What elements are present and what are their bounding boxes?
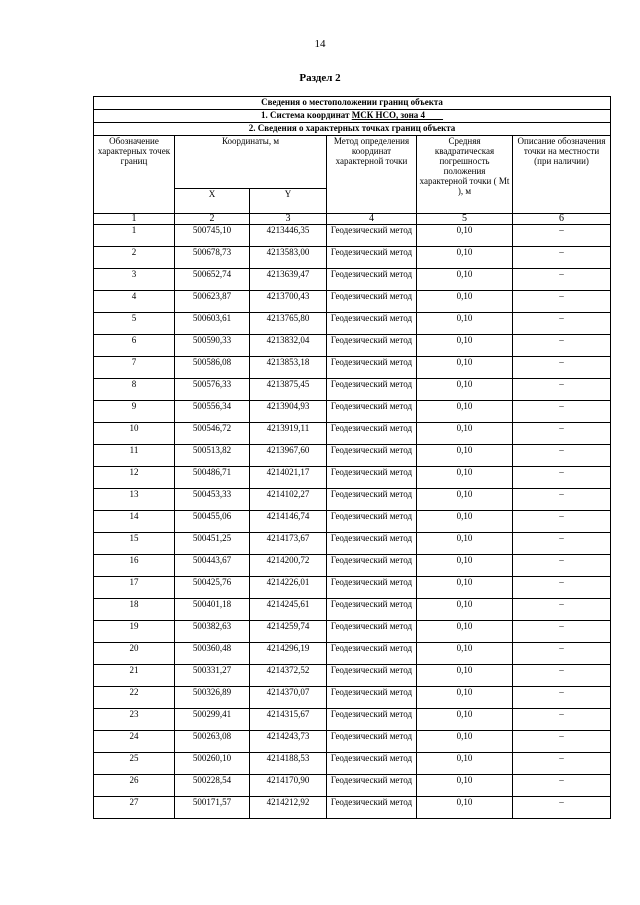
y-coordinate-cell: 4214146,74	[250, 511, 327, 533]
x-coordinate-cell: 500299,41	[175, 709, 250, 731]
error-cell: 0,10	[417, 599, 513, 621]
x-coordinate-cell: 500228,54	[175, 775, 250, 797]
x-coordinate-cell: 500360,48	[175, 643, 250, 665]
error-cell: 0,10	[417, 555, 513, 577]
point-number-cell: 25	[94, 753, 175, 775]
description-cell: –	[513, 775, 611, 797]
x-coordinate-cell: 500263,08	[175, 731, 250, 753]
y-coordinate-cell: 4214245,61	[250, 599, 327, 621]
table-row	[94, 379, 611, 401]
error-cell: 0,10	[417, 621, 513, 643]
x-coordinate-cell: 500586,08	[175, 357, 250, 379]
error-cell: 0,10	[417, 489, 513, 511]
table-row	[94, 643, 611, 665]
y-coordinate-cell: 4214226,01	[250, 577, 327, 599]
y-coordinate-cell: 4213875,45	[250, 379, 327, 401]
error-cell: 0,10	[417, 335, 513, 357]
point-number-cell: 11	[94, 445, 175, 467]
y-coordinate-cell: 4214173,67	[250, 533, 327, 555]
error-cell: 0,10	[417, 687, 513, 709]
point-number-cell: 16	[94, 555, 175, 577]
error-cell: 0,10	[417, 269, 513, 291]
y-coordinate-cell: 4213765,80	[250, 313, 327, 335]
table-row	[94, 335, 611, 357]
method-cell: Геодезический метод	[327, 687, 417, 709]
method-cell: Геодезический метод	[327, 511, 417, 533]
y-coordinate-cell: 4214243,73	[250, 731, 327, 753]
table-row	[94, 489, 611, 511]
x-coordinate-cell: 500652,74	[175, 269, 250, 291]
point-number-cell: 10	[94, 423, 175, 445]
y-coordinate-cell: 4213967,60	[250, 445, 327, 467]
coordinate-system-label: 1. Система координат	[261, 110, 352, 120]
column-number: 2	[175, 214, 250, 225]
column-number: 4	[327, 214, 417, 225]
table-row	[94, 357, 611, 379]
point-number-cell: 5	[94, 313, 175, 335]
table-row	[94, 533, 611, 555]
table-row	[94, 599, 611, 621]
y-coordinate-cell: 4213919,11	[250, 423, 327, 445]
description-cell: –	[513, 797, 611, 819]
table-row	[94, 467, 611, 489]
y-coordinate-cell: 4213904,93	[250, 401, 327, 423]
point-number-cell: 20	[94, 643, 175, 665]
error-cell: 0,10	[417, 533, 513, 555]
method-cell: Геодезический метод	[327, 775, 417, 797]
header-x: X	[175, 189, 250, 214]
table-row	[94, 269, 611, 291]
x-coordinate-cell: 500590,33	[175, 335, 250, 357]
point-number-cell: 14	[94, 511, 175, 533]
error-cell: 0,10	[417, 797, 513, 819]
method-cell: Геодезический метод	[327, 291, 417, 313]
x-coordinate-cell: 500401,18	[175, 599, 250, 621]
point-number-cell: 19	[94, 621, 175, 643]
table-row	[94, 423, 611, 445]
column-number: 3	[250, 214, 327, 225]
x-coordinate-cell: 500382,63	[175, 621, 250, 643]
description-cell: –	[513, 247, 611, 269]
method-cell: Геодезический метод	[327, 621, 417, 643]
point-number-cell: 3	[94, 269, 175, 291]
table-row	[94, 225, 611, 247]
description-cell: –	[513, 599, 611, 621]
description-cell: –	[513, 445, 611, 467]
table-row	[94, 687, 611, 709]
method-cell: Геодезический метод	[327, 599, 417, 621]
error-cell: 0,10	[417, 291, 513, 313]
boundary-points-table	[93, 96, 611, 819]
y-coordinate-cell: 4214372,52	[250, 665, 327, 687]
method-cell: Геодезический метод	[327, 357, 417, 379]
point-number-cell: 27	[94, 797, 175, 819]
description-cell: –	[513, 401, 611, 423]
method-cell: Геодезический метод	[327, 797, 417, 819]
x-coordinate-cell: 500623,87	[175, 291, 250, 313]
error-cell: 0,10	[417, 775, 513, 797]
error-cell: 0,10	[417, 247, 513, 269]
header-method: Метод определения координат характерной точки	[327, 136, 417, 214]
method-cell: Геодезический метод	[327, 401, 417, 423]
method-cell: Геодезический метод	[327, 709, 417, 731]
method-cell: Геодезический метод	[327, 379, 417, 401]
method-cell: Геодезический метод	[327, 643, 417, 665]
coordinate-system-row	[94, 110, 611, 123]
error-cell: 0,10	[417, 577, 513, 599]
point-number-cell: 18	[94, 599, 175, 621]
description-cell: –	[513, 467, 611, 489]
x-coordinate-cell: 500260,10	[175, 753, 250, 775]
x-coordinate-cell: 500513,82	[175, 445, 250, 467]
y-coordinate-cell: 4214188,53	[250, 753, 327, 775]
x-coordinate-cell: 500556,34	[175, 401, 250, 423]
description-cell: –	[513, 225, 611, 247]
table-row	[94, 665, 611, 687]
table-row	[94, 555, 611, 577]
method-cell: Геодезический метод	[327, 533, 417, 555]
header-y: Y	[250, 189, 327, 214]
x-coordinate-cell: 500443,67	[175, 555, 250, 577]
section-title: Раздел 2	[299, 72, 341, 84]
x-coordinate-cell: 500453,33	[175, 489, 250, 511]
description-cell: –	[513, 489, 611, 511]
point-number-cell: 23	[94, 709, 175, 731]
error-cell: 0,10	[417, 467, 513, 489]
description-cell: –	[513, 269, 611, 291]
table-row	[94, 753, 611, 775]
method-cell: Геодезический метод	[327, 423, 417, 445]
y-coordinate-cell: 4214170,90	[250, 775, 327, 797]
point-number-cell: 13	[94, 489, 175, 511]
method-cell: Геодезический метод	[327, 577, 417, 599]
method-cell: Геодезический метод	[327, 753, 417, 775]
header-point-label: Обозначение характерных точек границ	[94, 136, 175, 214]
point-number-cell: 8	[94, 379, 175, 401]
error-cell: 0,10	[417, 357, 513, 379]
description-cell: –	[513, 555, 611, 577]
point-number-cell: 12	[94, 467, 175, 489]
x-coordinate-cell: 500745,10	[175, 225, 250, 247]
error-cell: 0,10	[417, 423, 513, 445]
table-row	[94, 577, 611, 599]
x-coordinate-cell: 500425,76	[175, 577, 250, 599]
error-cell: 0,10	[417, 643, 513, 665]
y-coordinate-cell: 4213853,18	[250, 357, 327, 379]
y-coordinate-cell: 4213832,04	[250, 335, 327, 357]
table-row	[94, 313, 611, 335]
description-cell: –	[513, 709, 611, 731]
x-coordinate-cell: 500546,72	[175, 423, 250, 445]
description-cell: –	[513, 357, 611, 379]
table-row	[94, 401, 611, 423]
point-number-cell: 24	[94, 731, 175, 753]
column-number: 6	[513, 214, 611, 225]
description-cell: –	[513, 665, 611, 687]
method-cell: Геодезический метод	[327, 489, 417, 511]
coordinate-system-name: МСК НСО, зона 4	[351, 110, 426, 120]
point-number-cell: 22	[94, 687, 175, 709]
table-row	[94, 291, 611, 313]
header-error: Средняя квадратическая погрешность положения характерной точки ( Mt ), м	[417, 136, 513, 214]
description-cell: –	[513, 687, 611, 709]
y-coordinate-cell: 4214296,19	[250, 643, 327, 665]
point-number-cell: 6	[94, 335, 175, 357]
error-cell: 0,10	[417, 731, 513, 753]
point-number-cell: 2	[94, 247, 175, 269]
header-description: Описание обозначения точки на местности (при наличии)	[513, 136, 611, 214]
table-row	[94, 709, 611, 731]
method-cell: Геодезический метод	[327, 313, 417, 335]
method-cell: Геодезический метод	[327, 269, 417, 291]
y-coordinate-cell: 4214021,17	[250, 467, 327, 489]
x-coordinate-cell: 500326,89	[175, 687, 250, 709]
x-coordinate-cell: 500603,61	[175, 313, 250, 335]
description-cell: –	[513, 511, 611, 533]
point-number-cell: 9	[94, 401, 175, 423]
error-cell: 0,10	[417, 753, 513, 775]
x-coordinate-cell: 500678,73	[175, 247, 250, 269]
table-row	[94, 797, 611, 819]
points-heading: 2. Сведения о характерных точках границ объекта	[94, 123, 611, 136]
y-coordinate-cell: 4214259,74	[250, 621, 327, 643]
method-cell: Геодезический метод	[327, 731, 417, 753]
error-cell: 0,10	[417, 379, 513, 401]
error-cell: 0,10	[417, 665, 513, 687]
description-cell: –	[513, 335, 611, 357]
table-banner: Сведения о местоположении границ объекта	[94, 97, 611, 110]
page-number: 14	[314, 38, 326, 50]
error-cell: 0,10	[417, 401, 513, 423]
point-number-cell: 1	[94, 225, 175, 247]
y-coordinate-cell: 4214370,07	[250, 687, 327, 709]
description-cell: –	[513, 731, 611, 753]
description-cell: –	[513, 643, 611, 665]
description-cell: –	[513, 379, 611, 401]
y-coordinate-cell: 4213639,47	[250, 269, 327, 291]
column-number: 5	[417, 214, 513, 225]
method-cell: Геодезический метод	[327, 445, 417, 467]
point-number-cell: 21	[94, 665, 175, 687]
error-cell: 0,10	[417, 313, 513, 335]
point-number-cell: 26	[94, 775, 175, 797]
column-numbers-row	[94, 214, 611, 225]
description-cell: –	[513, 291, 611, 313]
error-cell: 0,10	[417, 445, 513, 467]
table-row	[94, 775, 611, 797]
description-cell: –	[513, 533, 611, 555]
x-coordinate-cell: 500171,57	[175, 797, 250, 819]
y-coordinate-cell: 4214315,67	[250, 709, 327, 731]
header-coordinates: Координаты, м	[175, 136, 327, 189]
y-coordinate-cell: 4214200,72	[250, 555, 327, 577]
description-cell: –	[513, 313, 611, 335]
method-cell: Геодезический метод	[327, 467, 417, 489]
description-cell: –	[513, 423, 611, 445]
x-coordinate-cell: 500455,06	[175, 511, 250, 533]
method-cell: Геодезический метод	[327, 225, 417, 247]
y-coordinate-cell: 4214102,27	[250, 489, 327, 511]
column-number: 1	[94, 214, 175, 225]
table-row	[94, 247, 611, 269]
table-row	[94, 445, 611, 467]
error-cell: 0,10	[417, 225, 513, 247]
method-cell: Геодезический метод	[327, 665, 417, 687]
point-number-cell: 4	[94, 291, 175, 313]
point-number-cell: 7	[94, 357, 175, 379]
x-coordinate-cell: 500451,25	[175, 533, 250, 555]
method-cell: Геодезический метод	[327, 335, 417, 357]
error-cell: 0,10	[417, 511, 513, 533]
y-coordinate-cell: 4213446,35	[250, 225, 327, 247]
method-cell: Геодезический метод	[327, 555, 417, 577]
x-coordinate-cell: 500576,33	[175, 379, 250, 401]
description-cell: –	[513, 621, 611, 643]
method-cell: Геодезический метод	[327, 247, 417, 269]
y-coordinate-cell: 4213583,00	[250, 247, 327, 269]
error-cell: 0,10	[417, 709, 513, 731]
table-row	[94, 511, 611, 533]
y-coordinate-cell: 4214212,92	[250, 797, 327, 819]
table-row	[94, 731, 611, 753]
point-number-cell: 17	[94, 577, 175, 599]
table-row	[94, 621, 611, 643]
x-coordinate-cell: 500331,27	[175, 665, 250, 687]
x-coordinate-cell: 500486,71	[175, 467, 250, 489]
description-cell: –	[513, 753, 611, 775]
description-cell: –	[513, 577, 611, 599]
point-number-cell: 15	[94, 533, 175, 555]
y-coordinate-cell: 4213700,43	[250, 291, 327, 313]
